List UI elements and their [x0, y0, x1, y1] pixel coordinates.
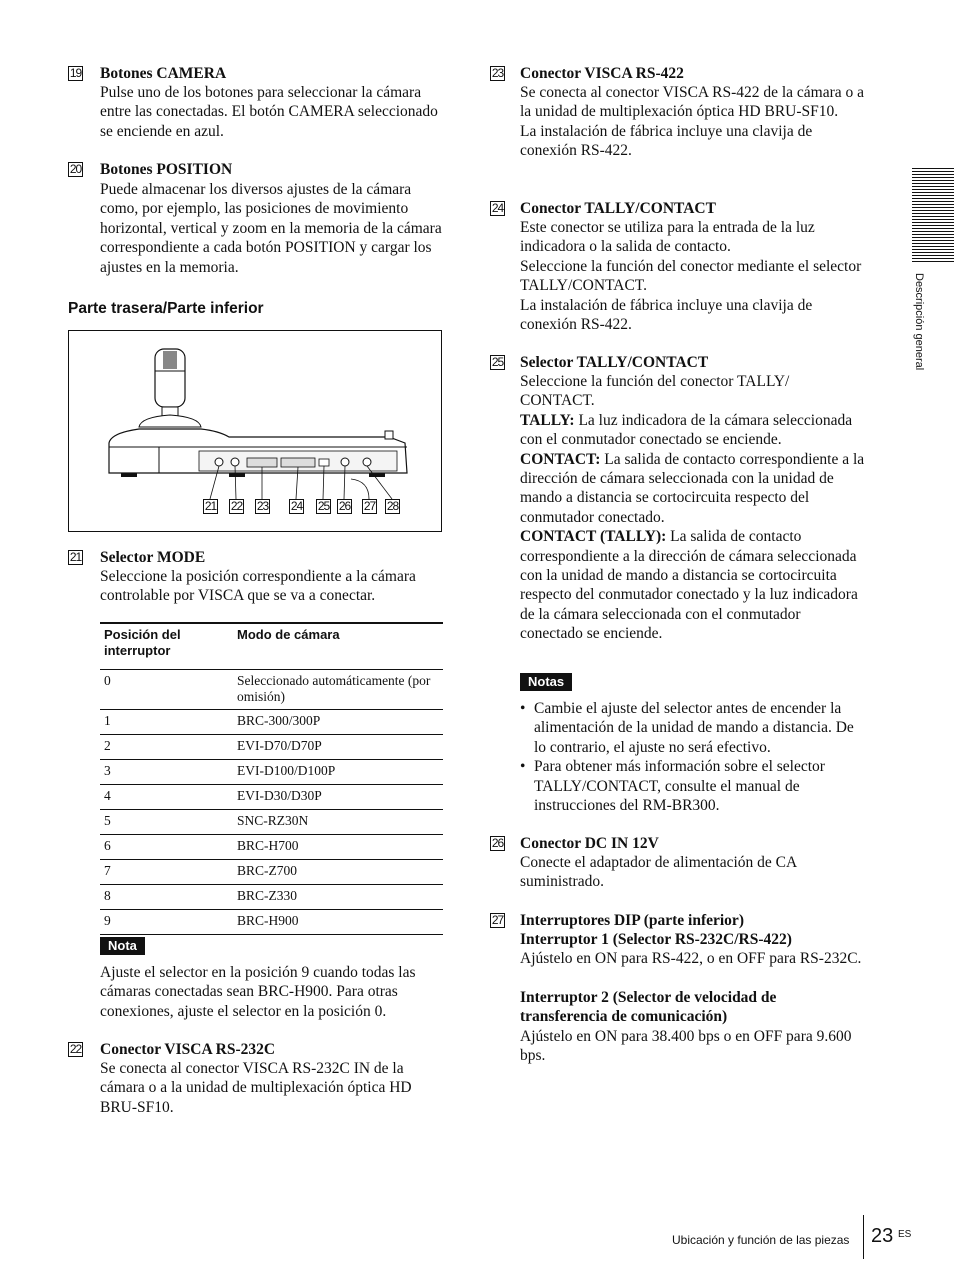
item-title: Conector VISCA RS-422 [520, 65, 684, 82]
nota-label: Nota [100, 937, 145, 955]
table-row: 4 EVI-D30/D30P [100, 785, 443, 810]
item-body: Seleccione la posición correspondiente a la cámara controlable por VISCA que se va a conectar. [100, 568, 416, 605]
item-title: Conector VISCA RS-232C [100, 1041, 276, 1058]
callout-22: 22 [230, 499, 243, 513]
item-body: Pulse uno de los botones para seleccionar la cámara entre las conectadas. El botón CAMERA seleccionado se enciende en azul. [100, 84, 438, 140]
footer-divider [863, 1215, 864, 1259]
table-row: 3 EVI-D100/D100P [100, 760, 443, 785]
table-header: Modo de cámara [233, 623, 443, 670]
item-title: Selector MODE [100, 549, 206, 566]
section-heading: Parte trasera/Parte inferior [68, 300, 264, 317]
table-row: 7 BRC-Z700 [100, 860, 443, 885]
notas-label: Notas [520, 673, 572, 691]
item-title: Selector TALLY/CONTACT [520, 354, 709, 371]
table-row: 1 BRC-300/300P [100, 710, 443, 735]
table-header: Posición del interruptor [100, 623, 233, 670]
item-body: Puede almacenar los diversos ajustes de la cámara como, por ejemplo, las posiciones de movimiento horizontal, vertical y zoom en la memoria de la cámara correspondiente a cada botón POSITION y cargar los ajustes en la memoria. [100, 181, 442, 276]
page-number: 23 [871, 1225, 894, 1247]
callout-23: 23 [256, 499, 269, 513]
list-item: • Cambie el ajuste del selector antes de encender la alimentación de la unidad de mando a distancia. De lo contrario, el ajuste no será efectivo. [520, 699, 865, 757]
item-body: Se conecta al conector VISCA RS-422 de la cámara o a la unidad de multiplexación óptica HD BRU-SF10. La instalación de fábrica incluye una clavija de conexión RS-422. [520, 84, 865, 160]
item-body: Este conector se utiliza para la entrada de la luz indicadora o la salida de contacto. Seleccione la función del conector mediante el selector TALLY/CONTACT. La instalación de fábrica incluye una clavija de conexión RS-422. [520, 219, 862, 334]
item-title: Botones CAMERA [100, 65, 227, 82]
item-title: Botones POSITION [100, 161, 233, 178]
notas-list [520, 699, 865, 815]
table-row: 0 Seleccionado automáticamente (por omisión) [100, 670, 443, 710]
side-tab-stripes [912, 168, 954, 262]
item-number-21: 21 [69, 550, 82, 564]
callout-21: 21 [204, 499, 217, 513]
item-number-26: 26 [491, 836, 504, 850]
device-rear-figure [68, 330, 442, 532]
table-row: 2 EVI-D70/D70P [100, 735, 443, 760]
item-number-22: 22 [69, 1042, 82, 1056]
table-row: 9 BRC-H900 [100, 910, 443, 935]
list-item: • Para obtener más información sobre el selector TALLY/CONTACT, consulte el manual de instrucciones del RM-BR300. [520, 757, 865, 815]
table-row: 6 BRC-H700 [100, 835, 443, 860]
item-title: Conector TALLY/CONTACT [520, 200, 716, 217]
page-language: ES [898, 1229, 912, 1240]
side-tab-label: Descripción general [913, 273, 925, 371]
item-body: Interruptor 1 (Selector RS-232C/RS-422) Ajústelo en ON para RS-422, o en OFF para RS-232C. Interruptor 2 (Selector de velocidad de transferencia de comunicación) Ajústelo en ON para 38.400 bps o en OFF para 9.600 bps. [520, 931, 862, 1065]
footer-section: Ubicación y función de las piezas [672, 1233, 850, 1247]
callout-25: 25 [317, 499, 330, 513]
callout-27: 27 [363, 499, 376, 513]
item-body: Seleccione la función del conector TALLY/ CONTACT. TALLY: La luz indicadora de la cámara seleccionada con el conmutador conectado se enciende. CONTACT: La salida de contacto correspondiente a la dirección de cámara seleccionada con la unidad de mando a distancia se cortocircuita respecto del conmutador conectado. CONTACT (TALLY): La salida de contacto correspondiente a la dirección de cámara seleccionada con la unidad de mando a distancia se cortocircuita respecto del conmutador conectado y la luz indicadora de la cámara seleccionada con el conmutador conectado se enciende. [520, 373, 865, 643]
item-body: Se conecta al conector VISCA RS-232C IN de la cámara o a la unidad de multiplexación óptica HD BRU-SF10. [100, 1060, 412, 1116]
item-number-23: 23 [491, 66, 504, 80]
nota-text: Ajuste el selector en la posición 9 cuando todas las cámaras conectadas sean BRC-H900. Para otras conexiones, ajuste el selector en la posición 0. [100, 964, 416, 1020]
callout-24: 24 [290, 499, 303, 513]
callout-28: 28 [386, 499, 399, 513]
item-body: Conecte el adaptador de alimentación de CA suministrado. [520, 854, 797, 891]
mode-table [100, 622, 443, 935]
item-number-27: 27 [491, 913, 504, 927]
table-row: 8 BRC-Z330 [100, 885, 443, 910]
item-number-24: 24 [491, 201, 504, 215]
item-title: Interruptores DIP (parte inferior) [520, 912, 744, 929]
item-number-25: 25 [491, 355, 504, 369]
item-title: Conector DC IN 12V [520, 835, 659, 852]
table-row: 5 SNC-RZ30N [100, 810, 443, 835]
callout-26: 26 [338, 499, 351, 513]
item-number-20: 20 [69, 162, 82, 176]
item-number-19: 19 [69, 66, 82, 80]
